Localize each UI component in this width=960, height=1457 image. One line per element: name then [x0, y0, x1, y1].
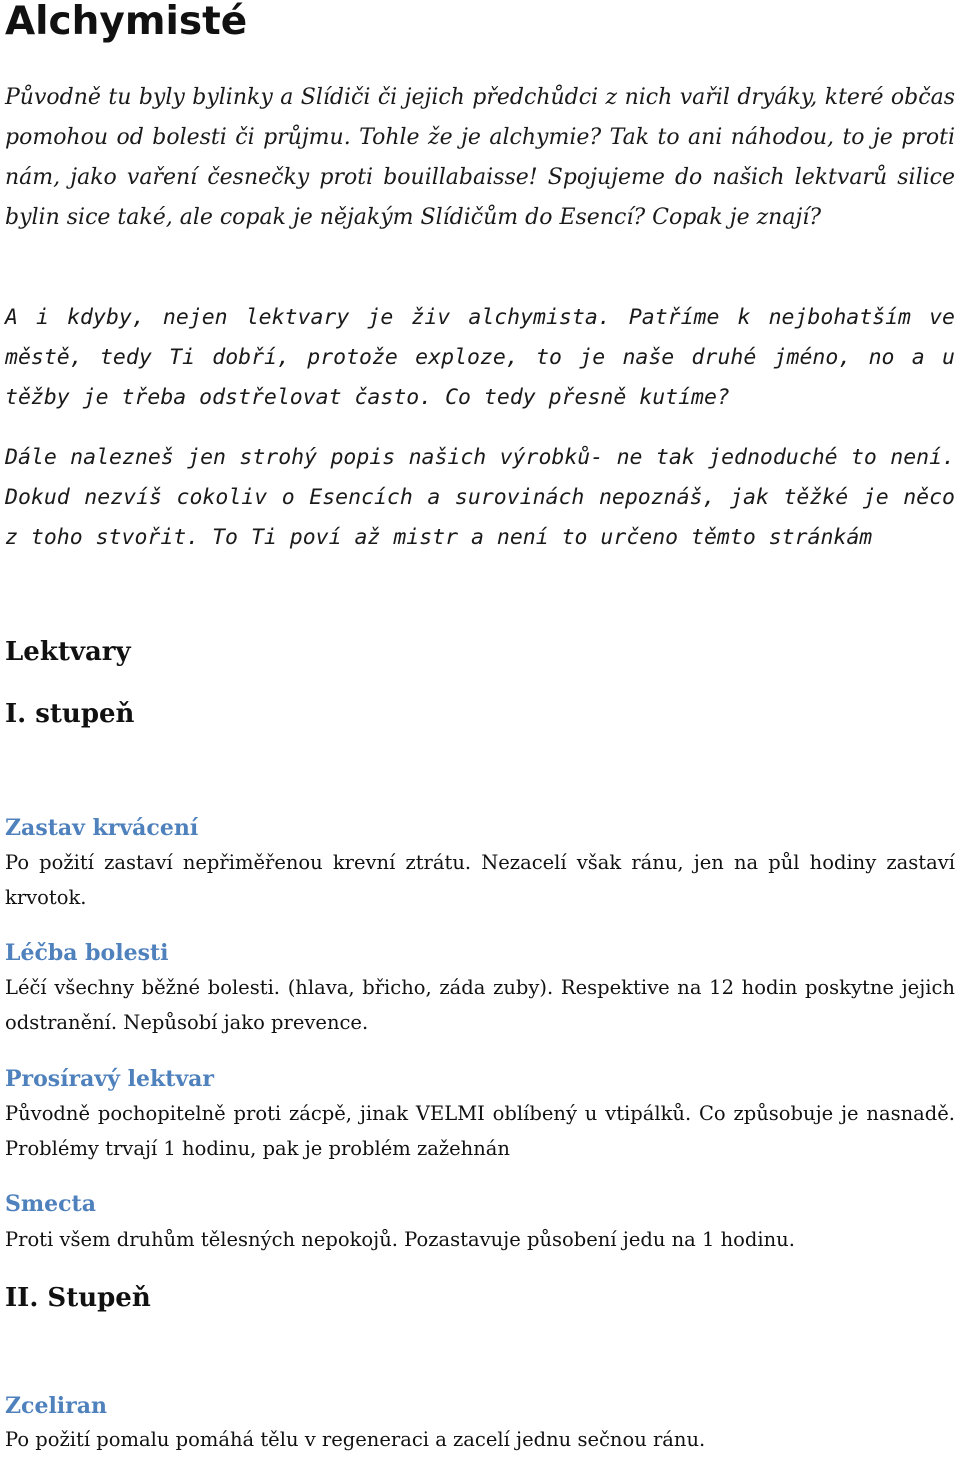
section-title-lektvary: Lektvary	[5, 637, 131, 667]
intro-paragraph-1: Původně tu byly bylinky a Slídiči či jejich předchůdci z nich vařil dryáky, které občas pomohou od bolesti či průjmu. Tohle že je alchymie? Tak to ani náhodou, to je proti nám, jako vaření česnečky proti bouillabaisse! Spojujeme do našich lektvarů silice bylin sice také, ale copak je nějakým Slídičům do Esencí? Copak je znají?	[5, 85, 955, 230]
potion-name: Zastav krvácení	[5, 815, 199, 841]
page-title: Alchymisté	[5, 0, 248, 44]
potion-description: Po požití pomalu pomáhá tělu v regeneraci a zacelí jednu sečnou ránu.	[5, 1428, 706, 1451]
potion-name: Smecta	[5, 1191, 96, 1217]
potion-description: Původně pochopitelně proti zácpě, jinak VELMI oblíbený u vtipálků. Co způsobuje je nasnadě. Problémy trvají 1 hodinu, pak je problém zažehnán	[5, 1102, 955, 1160]
potion-name: Prosíravý lektvar	[5, 1066, 215, 1092]
potion-name: Zceliran	[5, 1393, 108, 1419]
potion-description: Léčí všechny běžné bolesti. (hlava, břicho, záda zuby). Respektive na 12 hodin poskytne jejich odstranění. Nepůsobí jako prevence.	[5, 976, 955, 1034]
intro-paragraph-3: Dále nalezneš jen strohý popis našich výrobků- ne tak jednoduché to není. Dokud nezvíš cokoliv o Esencích a surovinách nepoznáš, jak těžké je něco z toho stvořit. To Ti poví až mistr a není to určeno těmto stránkám	[5, 445, 955, 550]
potion-description: Po požití zastaví nepřiměřenou krevní ztrátu. Nezacelí však ránu, jen na půl hodiny zastaví krvotok.	[5, 851, 955, 909]
intro-paragraph-2: A i kdyby, nejen lektvary je živ alchymista. Patříme k nejbohatším ve městě, tedy Ti dobří, protože exploze, to je naše druhé jméno, no a u těžby je třeba odstřelovat často. Co tedy přesně kutíme?	[5, 305, 955, 410]
potion-description: Proti všem druhům tělesných nepokojů. Pozastavuje působení jedu na 1 hodinu.	[5, 1228, 795, 1251]
tier-1-heading: I. stupeň	[5, 699, 135, 729]
potion-name: Léčba bolesti	[5, 940, 169, 966]
tier-2-heading: II. Stupeň	[5, 1283, 151, 1313]
